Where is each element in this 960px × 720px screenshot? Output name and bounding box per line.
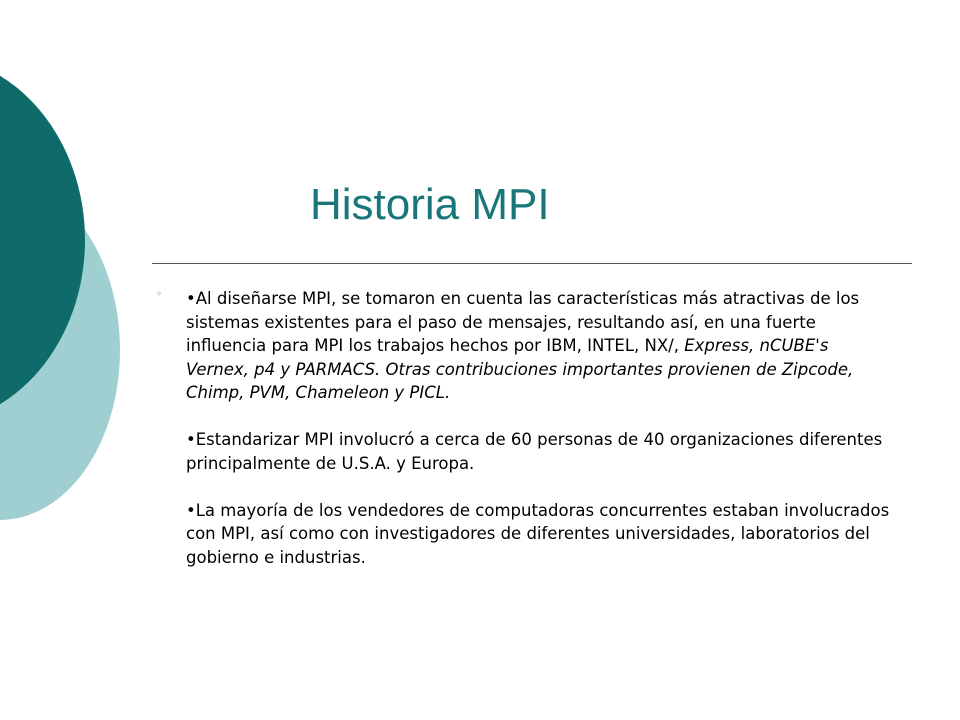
slide-body bbox=[156, 287, 896, 569]
paragraph-vendors: •La mayoría de los vendedores de computadoras concurrentes estaban involucrados con MPI, así como con investigadores de diferentes universidades, laboratorios del gobierno e industrias. bbox=[186, 500, 890, 567]
paragraph-standardization: •Estandarizar MPI involucró a cerca de 60 personas de 40 organizaciones diferentes principalmente de U.S.A. y Europa. bbox=[186, 430, 883, 473]
paragraph-influences-text: •Al diseñarse MPI, se tomaron en cuenta las características más atractivas de los sistemas existentes para el paso de mensajes, resultando así, en una fuerte influencia para MPI los trabajos hechos por IBM, INTEL, NX/, bbox=[186, 289, 860, 355]
slide-title: Historia MPI bbox=[310, 180, 550, 229]
title-divider bbox=[152, 263, 912, 264]
paragraph-influences bbox=[186, 287, 896, 405]
bullet-marker-icon: ◦ bbox=[156, 289, 162, 300]
bullet-text-block bbox=[186, 287, 896, 569]
paragraph-influences-italic-text: Express, nCUBE's Vernex, p4 y PARMACS. Otras contribuciones importantes provienen de Zipcode, Chimp, PVM, Chameleon y PICL. bbox=[186, 336, 854, 402]
